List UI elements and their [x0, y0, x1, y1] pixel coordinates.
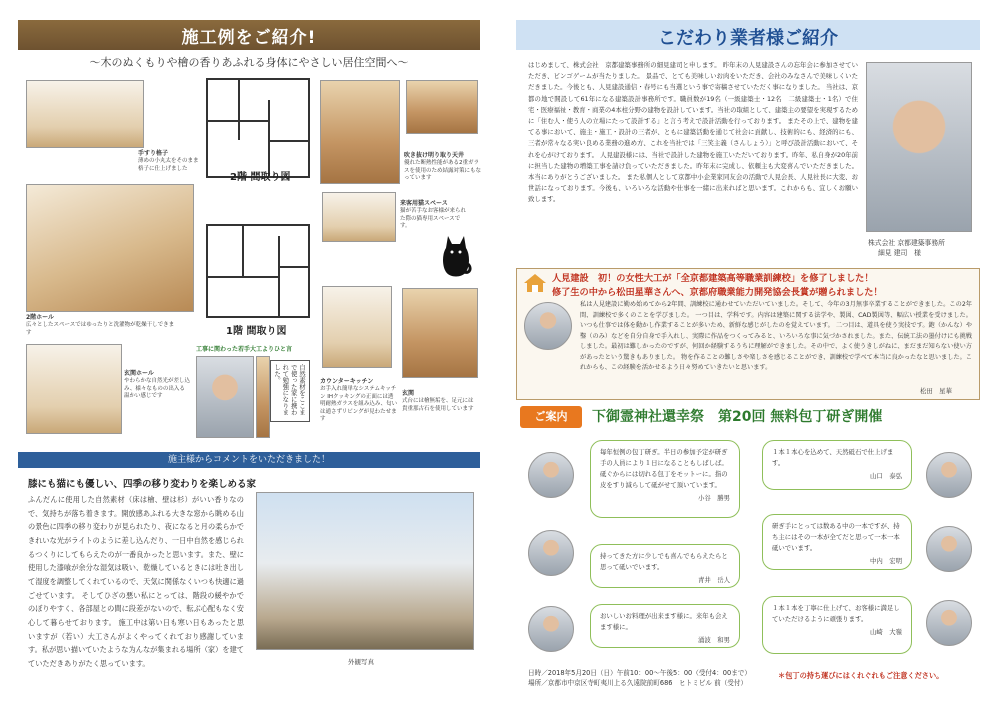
bubble-yamazaki: １本１本を丁寧に仕上げて、お客様に満足していただけるように頑張ります。 山崎 大嶺	[762, 596, 912, 654]
graduation-body: 私は人見建設に勤め始めてから2年間、訓練校に通わせていただいていました。そして、今年の3月無事卒業することができました。この2年間、訓練校で多くのことを学びました。 一つ目は、学科です。内容は建築に関する法学や、製図、CAD製図等、幅広い授業を受けました。いつも仕事では体を動かし作業することが多いため、新鮮な感じがしたのを覚えています。 二つ目は、道具を使う実技です。鉋（かんな）や鑿（のみ）などを自分自身で手入れし、実際に作品をつくってみると、いろいろな事に気づかされました。また、伝統工法の墨付けにも挑戦しました。最初は難しかったのですが、何回か経験するうちに理解ができました。その中で、よく使うきしがねに、まだまだ知らない使い方があったという驚きもありました。 物を作ることの難しさや楽しさを感じることができ、訓練校で学べて本当に良かったなと思いました。これからも、この経験を活かせるよう日々努めていきたいと思います。	[580, 301, 972, 372]
photo-counter	[322, 286, 392, 368]
caption-tesuri: 手すり格子 薄めの小丸太をそのまま格子に仕上げました	[138, 150, 199, 172]
right-banner	[516, 20, 980, 50]
bubble-wakunami: おいしいお料理が出来ます様に。来年も会えます様に。 涌波 和男	[590, 604, 740, 648]
left-banner	[18, 20, 480, 50]
event-info	[528, 668, 751, 688]
photo-neko	[322, 192, 396, 242]
face-aoi	[528, 530, 574, 576]
comment-bar: 施主様からコメントをいただきました！	[18, 452, 480, 468]
graduation-title-2: 修了生の中から松田星華さんへ、京都府職業能力開発協会長賞が贈られました！	[552, 287, 883, 298]
portrait-caption-company: 株式会社 京都建築事務所	[868, 239, 945, 247]
event-title: 下御霊神社還幸祭 第20回 無料包丁研ぎ開催	[592, 409, 883, 425]
floor-plan-1f	[206, 224, 310, 318]
photo-craftsman	[196, 356, 254, 438]
craftsman-title: 工事に関わった若手大工よりひと言	[196, 346, 292, 353]
caption-genkan: 玄関 式台には檜無垢を、足元には貴重那古石を使用しています	[402, 390, 474, 412]
graduation-title-1: 人見建設 初！の女性大工が「全京都建築高等職業訓練校」を修了しました！	[552, 273, 874, 284]
event-place: 場所／京都市中京区寺町夷川上る久遠院前町686 ヒトミビル 前（受付）	[528, 679, 748, 688]
photo-genkan-hall	[26, 344, 122, 434]
house-icon	[522, 272, 548, 294]
face-yamaguchi	[926, 452, 972, 498]
caption-hall2: 2階ホール 広々としたスペースではゆったりと洗濯物が乾燥干しできます	[26, 314, 175, 336]
photo-genkan	[402, 288, 478, 378]
bubble-aoi: 持ってきた方に少しでも喜んでもらえたらと思って砥いでいます。 青井 岳人	[590, 544, 740, 588]
face-nakauchi	[926, 526, 972, 572]
caption-genkan-hall: 玄関ホール やわらかな自然光が差し込み、様々なものの出入る温かい感じです	[124, 370, 191, 400]
photo-fukinuke-2	[406, 80, 478, 134]
caption-neko: 来客用猫スペース 猫が苦手なお客様が来られた際の猫専用スペースです。	[400, 200, 467, 230]
plan-2f-label: 2階 間取り図	[230, 172, 291, 183]
house-caption: 外観写真	[348, 658, 374, 666]
face-kotani	[528, 452, 574, 498]
floor-plan-2f	[206, 78, 310, 178]
photo-house	[256, 492, 474, 650]
event-date: 日時／2018年5月20日（日）午前10：00〜午後5：00（受付4：00まで）	[528, 669, 751, 677]
comment-body: ふんだんに使用した自然素材（床は檜、壁は杉）がいい香りなので、気持ちが落ち着きます。開放感あふれる大きな窓から眺める山の景色に四季の移り変わりが見られたり、夜になると月の柔らかできれいな光がライトのように差し込んだり、一日中自然を感じられるつくりにしてもらえたのが一番良かったと思います。また、壁に使用した漆喰が余分な湿気は吸い、乾燥しているときには吐き出して湿度を調整してくれているので、天気に関係なくいつも快適に過ごせています。 そしてひざの悪い私にとっては、階段の緩やかでのぼりやすく、各部屋との間に段差がないので、転ぶ心配もなく安心して暮らせております。 施工中は第い日も寒い日もあったと思いますが（若い）大工さんがよくやってくれており感謝しています。私が思い描いていたような为んなが集まれる場所（家）を建てていただきありがたく思っています。	[28, 495, 244, 669]
left-subtitle: 〜木のぬくもりや檜の香りあふれる身体にやさしい居住空間へ〜	[89, 56, 409, 69]
bubble-nakauchi: 研ぎ手にとっては数ある中の一本ですが、持ち主にはその一本が全てだと思って一本一本砥いでいます。 中内 宏明	[762, 514, 912, 570]
craftsman-quote: 自然素材をここまで使った家に携われて勉強になりました。	[270, 360, 310, 422]
graduation-sign: 松田 星華	[920, 387, 952, 395]
face-yamazaki	[926, 600, 972, 646]
portrait-caption	[868, 238, 945, 258]
annai-badge: ご案内	[520, 406, 582, 428]
bubble-kotani: 毎年恒例の包丁研ぎ。半日の参加予定が研ぎ手の人員により１日になることもしばしば。 砥ぐからには切れる包丁をモットーに。指の皮をすり減らして砥がせて頂いています。 小谷 勝男	[590, 440, 740, 518]
photo-hall2	[26, 184, 194, 312]
cat-icon	[440, 232, 472, 280]
plan-1f-label: 1階 間取り図	[226, 326, 287, 337]
left-banner-title: 施工例をご紹介!	[181, 28, 317, 48]
comment-title: 膝にも猫にも優しい、四季の移り変わりを楽しめる家	[28, 479, 257, 490]
right-banner-title: こだわり業者様ご紹介	[658, 28, 838, 49]
caption-counter: カウンターキッチン お手入れ簡単なシステムキッチン IHクッキングの正面には透明耐熱ガラスを組み込み、匂いは通さずリビングが見わたせます	[320, 378, 398, 423]
photo-hosomi	[866, 62, 972, 232]
photo-matsuda	[524, 302, 572, 350]
portrait-caption-name: 細見 建司 様	[878, 249, 921, 258]
face-wakunami	[528, 606, 574, 652]
bubble-yamaguchi: １本１本心を込めて、天然砥石で仕上げます。 山口 泰弘	[762, 440, 912, 490]
photo-tesuri	[26, 80, 144, 148]
photo-timber	[256, 356, 270, 438]
caption-fukinuke: 吹き抜け明り取り天井 優れた断熱性能がある2重ガラスを使用のため結露対策にもなっています	[404, 152, 482, 182]
kodawari-body: はじめまして、株式会社 京都建築事務所の細見建司と申します。 昨年末の人見建設さんの忘年会に参加させていただき、ビンゴゲームが当たりました。 景品で、とても美味しいお肉をいただき、会社のみなさんで美味しくいただきました。今後とも、人見建設通信・春号にも当選という事で寄稿させていただく事になりました。 当社は、京都の地で開設して61年になる建築設計事務所です。職員数が19名（一級建築士・12名 二級建築士・1名）で住宅・医療福祉・教育・商業の4本柱分野の建物を設計しています。当社の取組として、建築主の要望を実現するために「住む人・使う人の立場にたって設計する」と言う考えで設計活動を行っております。 またその上で、建物を建てる事において、施主・施工・設計の三者が、ともに建築活動を通じて社会に貢献し、技術的にも、経済的にも、三者が常々なる実い良める業務の進め方、これを当社では「三笑主義（さんしょう）」と呼び設計活動において、それを心がけております。 人見建設様には、当社で設計した建物を施工いただいております。昨年、私自身が20年前に担当した建物の増築工事を請け負っていただきました。昨年末に完成し、依頼主も大変喜んでいただきました。本当にありがとうございました。 また私個人として京都中小企業家同友会の活動で人見会長、人見社長に大変、お世話になっております。今後も、いろいろな活動や仕事を一緒に出来ればと思います。これからも、宜しくお願い致します。	[528, 61, 858, 204]
event-note: ＊包丁の持ち運びにはくれぐれもご注意ください。	[778, 671, 944, 680]
photo-fukinuke	[320, 80, 400, 184]
